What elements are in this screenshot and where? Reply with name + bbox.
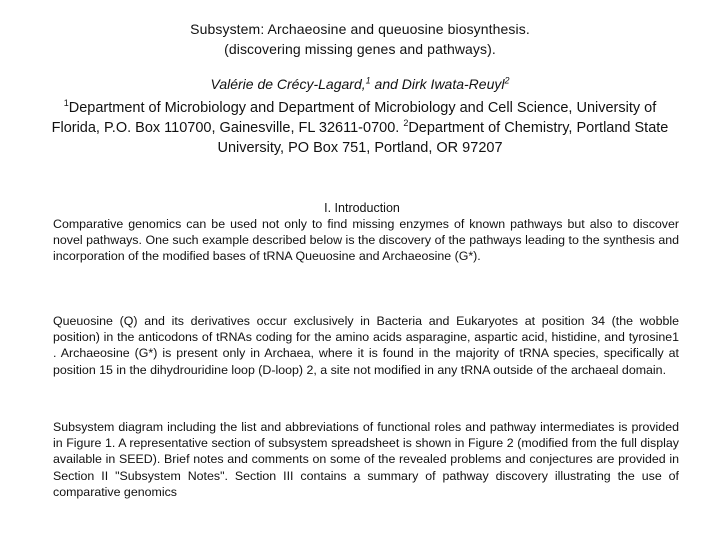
affiliation-mark-2: 2: [403, 118, 409, 129]
author-line: [0, 75, 720, 94]
author-affil-mark-1: 1: [365, 75, 371, 86]
affiliation-2: Department of Chemistry, Portland State University, PO Box 751, Portland, OR 97207: [217, 120, 669, 156]
section-heading: I. Introduction: [324, 201, 400, 215]
affiliations: [40, 98, 680, 158]
document-title: Subsystem: Archaeosine and queuosine biosynthesis.: [190, 21, 530, 37]
paragraph-intro: Comparative genomics can be used not only to find missing enzymes of known pathways but also to discover novel pathways. One such example described below is the discovery of the pathways leading to the synthesis and incorporation of the modified bases of tRNA Queuosine and Archaeosine (G*).: [53, 217, 679, 264]
document-subtitle: (discovering missing genes and pathways).: [224, 41, 496, 57]
paragraph-subsystem: Subsystem diagram including the list and abbreviations of functional roles and pathway intermediates is provided in Figure 1. A representative section of subsystem spreadsheet is shown in Figure 2 (modified from the full display available in SEED). Brief notes and comments on some of the revealed problems and conjectures are provided in Section II "Subsystem Notes". Section III contains a summary of pathway discovery illustrating the use of comparative genomics: [53, 420, 679, 499]
affiliation-mark-1: 1: [63, 98, 69, 109]
author-name-2: and Dirk Iwata-Reuyl: [370, 76, 505, 92]
author-name-1: Valérie de Crécy-Lagard,: [210, 76, 366, 92]
paragraph-queuosine: Queuosine (Q) and its derivatives occur exclusively in Bacteria and Eukaryotes at position 34 (the wobble position) in the anticodons of tRNAs coding for the amino acids asparagine, aspartic acid, histidine, and tyrosine1 . Archaeosine (G*) is present only in Archaea, where it is found in the majority of tRNA species, specifically at position 15 in the dihydrouridine loop (D-loop) 2, a site not modified in any tRNA outside of the archaeal domain.: [53, 314, 679, 377]
affiliation-1: Department of Microbiology and Department of Microbiology and Cell Science, University of Florida, P.O. Box 110700, Gainesville, FL 32611-0700.: [51, 100, 657, 136]
author-affil-mark-2: 2: [504, 75, 510, 86]
